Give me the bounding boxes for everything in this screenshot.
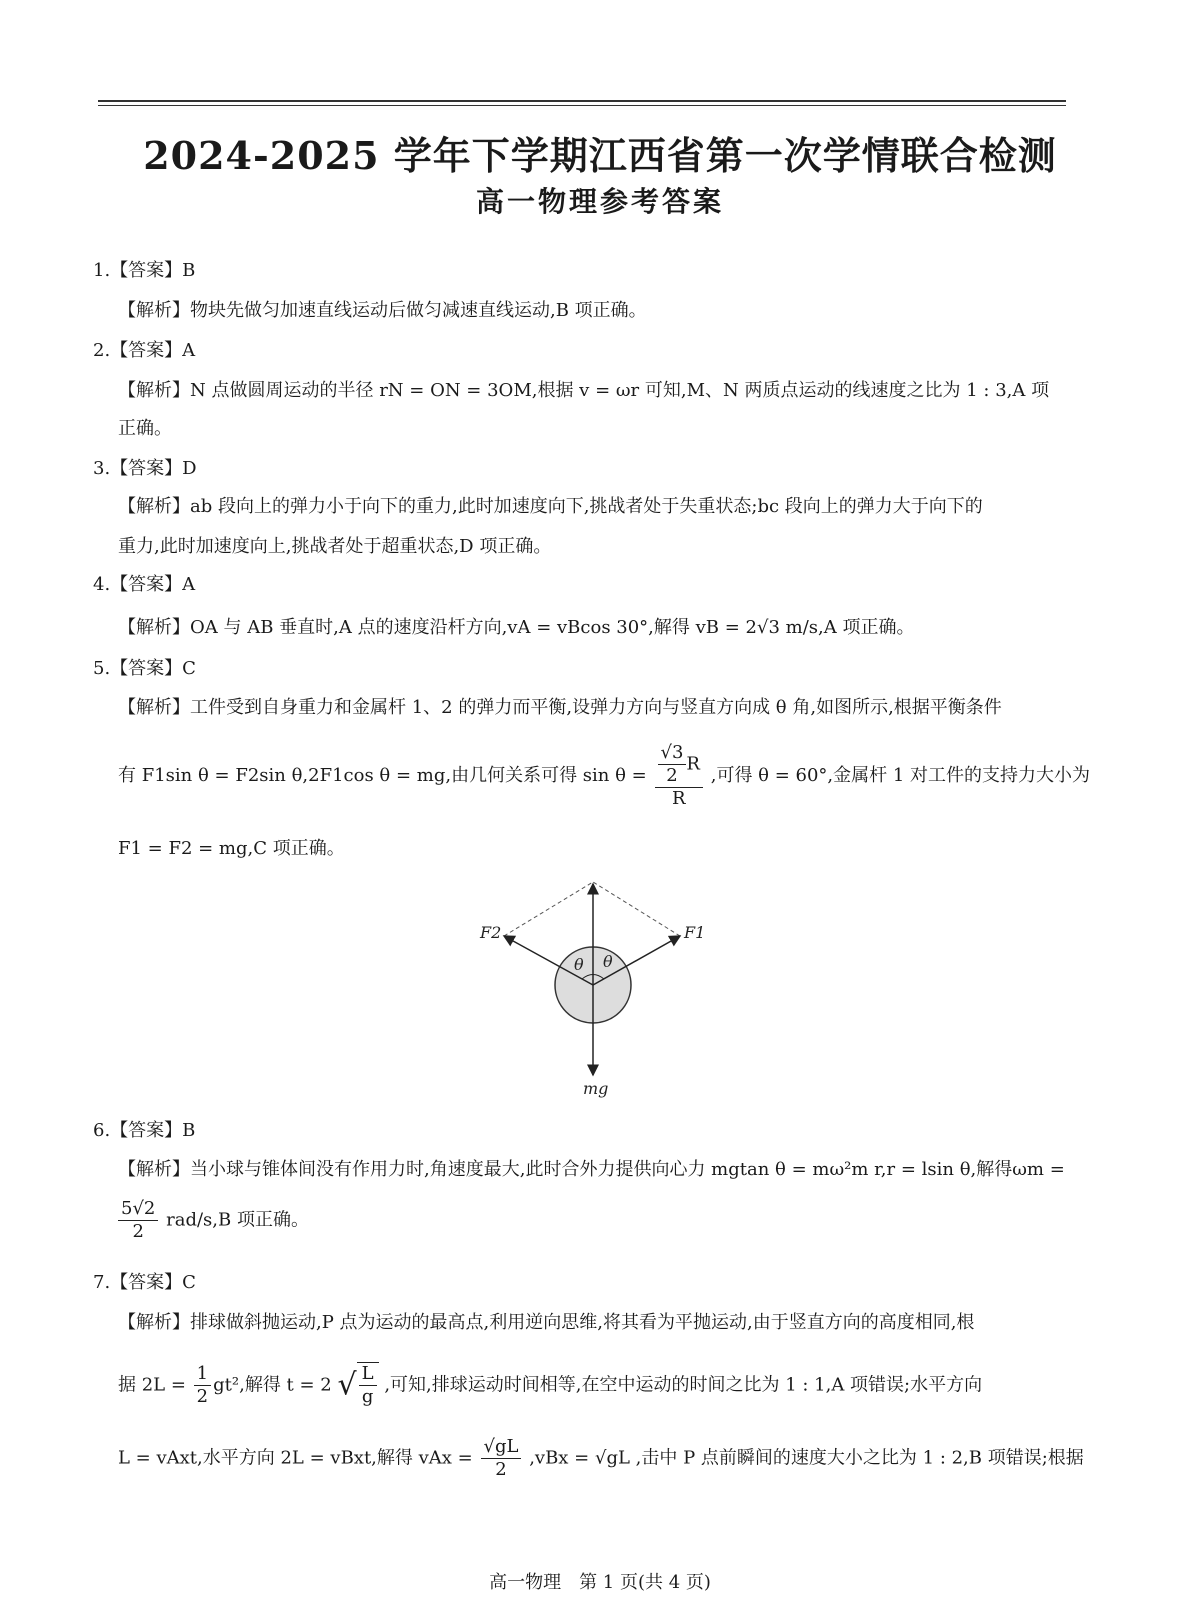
explanation-7-line2: 据 2L = $\frac{1}{2}$ gt²,解得 t = 2 √ $\frac{L}{g}$ ,可知,排球运动时间相等,在空中运动的时间之比为 1 : 1,A 项错误;水平方向: [118, 1363, 983, 1407]
page-title: 2024-2025 学年下学期江西省第一次学情联合检测: [143, 133, 1057, 178]
answer-4: 4.【答案】A: [93, 574, 196, 595]
label-mg: mg: [583, 1079, 609, 1098]
explanation-7-line3: L = vAxt,水平方向 2L = vBxt,解得 vAx = $\frac{√gL}{2}$ ,vBx = √gL ,击中 P 点前瞬间的速度大小之比为 1 : 2,B 项错误;根据: [118, 1436, 1084, 1480]
fraction-inner-num: √3: [658, 742, 687, 765]
force-diagram: [470, 870, 730, 1100]
half-fraction: $\frac{1}{2}$: [194, 1363, 211, 1408]
explanation-3-line1: 【解析】ab 段向上的弹力小于向下的重力,此时加速度向下,挑战者处于失重状态;bc 段向上的弹力大于向下的: [118, 496, 983, 517]
page-subtitle: 高一物理参考答案: [475, 185, 724, 218]
fraction-r: R: [686, 753, 700, 775]
fraction-inner-den: 2: [666, 765, 678, 786]
explanation-5-line2: [118, 742, 1090, 810]
explanation-1: 【解析】物块先做匀加速直线运动后做匀减速直线运动,B 项正确。: [118, 300, 647, 321]
page-footer: 高一物理 第 1 页(共 4 页): [489, 1572, 711, 1593]
dashed-right: [593, 882, 680, 936]
label-theta-left: θ: [574, 955, 584, 974]
label-f2: F2: [480, 923, 502, 942]
explanation-2-line1: 【解析】N 点做圆周运动的半径 rN = ON = 3OM,根据 v = ωr 可知,M、N 两质点运动的线速度之比为 1 : 3,A 项: [118, 380, 1050, 401]
explanation-5-line2-b: ,可得 θ = 60°,金属杆 1 对工件的支持力大小为: [710, 765, 1091, 786]
explanation-2-line2: 正确。: [118, 418, 172, 439]
answer-3: 3.【答案】D: [93, 458, 197, 479]
explanation-6-line1: 【解析】当小球与锥体间没有作用力时,角速度最大,此时合外力提供向心力 mgtan θ = mω²m r,r = lsin θ,解得ωm =: [118, 1159, 1065, 1180]
explanation-5-line1: 【解析】工件受到自身重力和金属杆 1、2 的弹力而平衡,设弹力方向与竖直方向成 θ 角,如图所示,根据平衡条件: [118, 697, 1002, 718]
omega-fraction: $\frac{5√2}{2}$: [118, 1198, 158, 1243]
explanation-6-line2: $\frac{5√2}{2}$ rad/s,B 项正确。: [118, 1198, 309, 1243]
fraction-den: R: [671, 788, 686, 809]
label-f1: F1: [684, 923, 706, 942]
explanation-3-line2: 重力,此时加速度向上,挑战者处于超重状态,D 项正确。: [118, 536, 552, 557]
sqrt-l-over-g: $\frac{L}{g}$: [357, 1362, 379, 1408]
sin-theta-fraction: [655, 742, 703, 810]
label-theta-right: θ: [603, 952, 613, 971]
answer-7: 7.【答案】C: [93, 1272, 196, 1293]
answer-2: 2.【答案】A: [93, 340, 196, 361]
header-rule: [98, 100, 1066, 102]
answer-6: 6.【答案】B: [93, 1120, 196, 1141]
explanation-5-line2-a: 有 F1sin θ = F2sin θ,2F1cos θ = mg,由几何关系可得 sin θ =: [118, 765, 647, 786]
dashed-left: [504, 882, 593, 936]
explanation-7-line1: 【解析】排球做斜抛运动,P 点为运动的最高点,利用逆向思维,将其看为平抛运动,由于竖直方向的高度相同,根: [118, 1312, 975, 1333]
vax-fraction: $\frac{√gL}{2}$: [481, 1436, 522, 1481]
answer-1: 1.【答案】B: [93, 260, 196, 281]
header-rule-thin: [98, 105, 1066, 106]
explanation-4: 【解析】OA 与 AB 垂直时,A 点的速度沿杆方向,vA = vBcos 30°,解得 vB = 2√3 m/s,A 项正确。: [118, 617, 915, 638]
answer-5: 5.【答案】C: [93, 658, 196, 679]
explanation-5-line3: F1 = F2 = mg,C 项正确。: [118, 838, 345, 859]
